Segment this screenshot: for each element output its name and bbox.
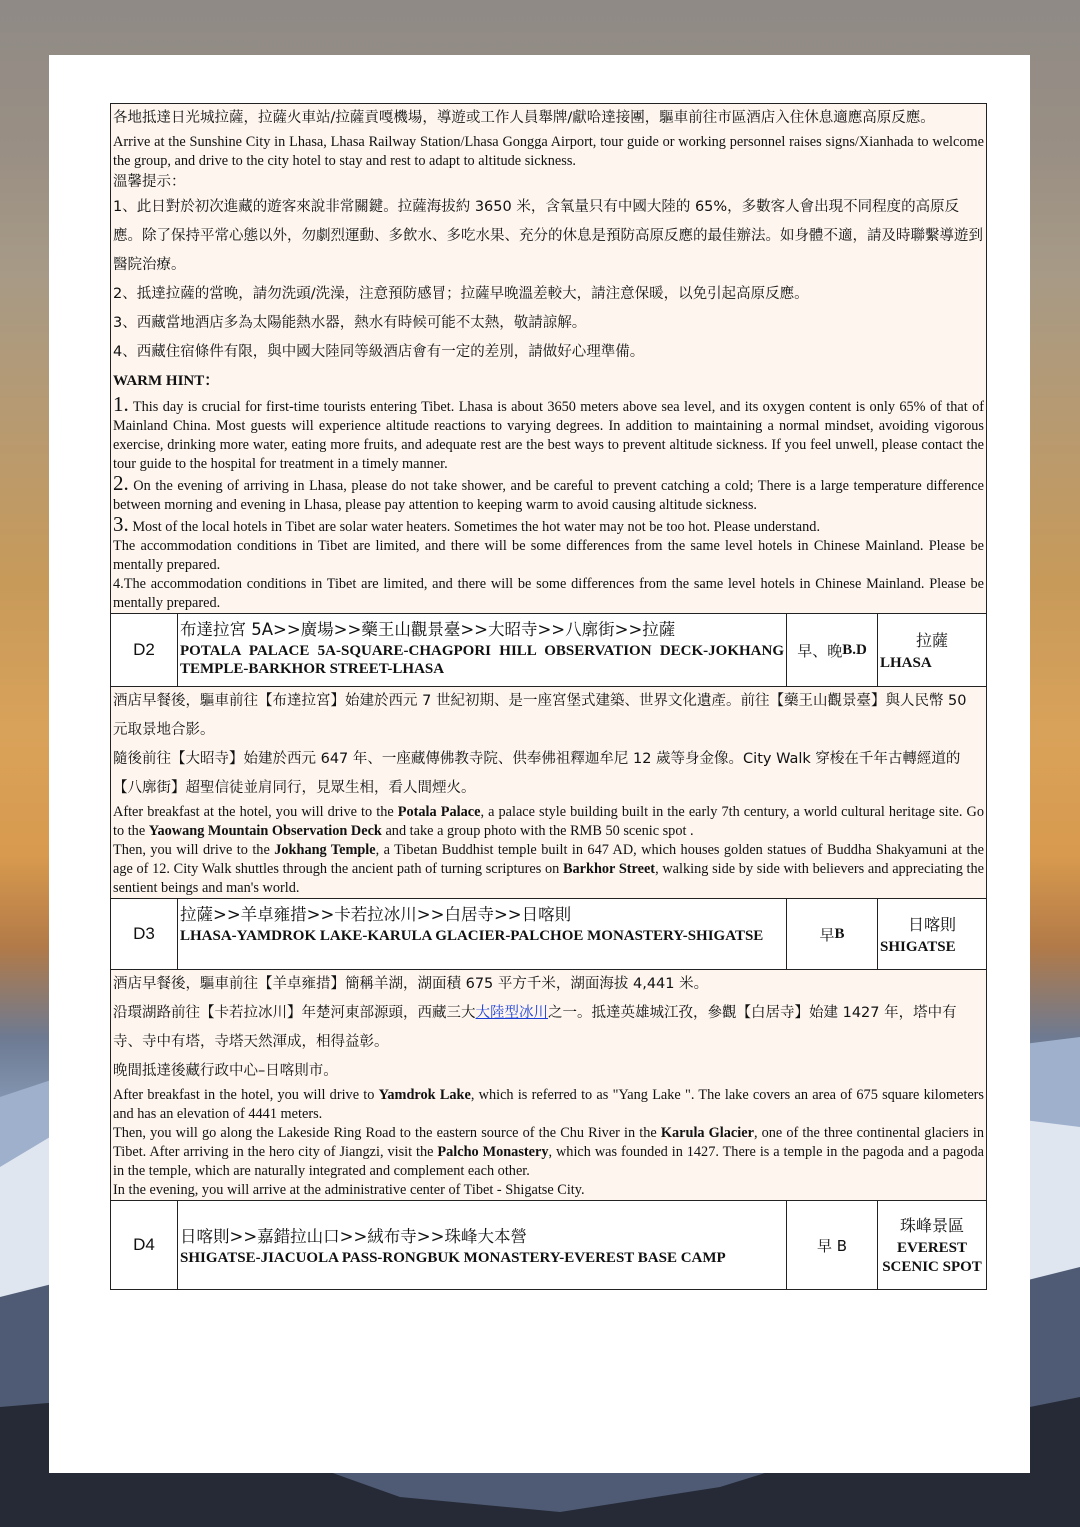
warm-hint-en-4: 4.The accommodation conditions in Tibet are limited, and there will be some differences from the same level hotels in Chinese Mainland. Please be mentally prepared. bbox=[113, 576, 984, 611]
day2-stay-cn: 拉薩 bbox=[915, 630, 948, 650]
day2-route bbox=[178, 614, 787, 686]
day4-meals: 早 B bbox=[787, 1201, 878, 1289]
day3-label: D3 bbox=[111, 899, 178, 969]
day4-label: D4 bbox=[111, 1201, 178, 1289]
day2-desc-en-2: Then, you will drive to the Jokhang Temple, a Tibetan Buddhist temple built in 647 AD, which houses golden statues of Buddha Shakyamuni at the age of 12. City Walk shuttles through the ancient path of turning scriptures on Barkhor Street, walking side by side with believers and appreciating the sentient beings and man's world. bbox=[113, 842, 985, 896]
day3-route-cn: 拉薩>>羊卓雍措>>卡若拉冰川>>白居寺>>日喀則 bbox=[180, 905, 572, 924]
day4-stay-en: EVEREST SCENIC SPOT bbox=[882, 1240, 982, 1275]
warm-hint-en-title: WARM HINT： bbox=[113, 373, 220, 389]
day3-description bbox=[111, 970, 986, 1200]
day3-desc-cn-2: 沿環湖路前往【卡若拉冰川】年楚河東部源頭，西藏三大大陸型冰川之一。抵達英雄城江孜，參觀【白居寺】始建 1427 年，塔中有寺、寺中有塔，寺塔天然渾成，相得益彰。 bbox=[113, 1005, 957, 1050]
day1-intro-en: Arrive at the Sunshine City in Lhasa, Lhasa Railway Station/Lhasa Gongga Airport, tour guide or working personnel raises signs/Xianhada to welcome the group, and drive to the city hotel to stay and rest to adapt to altitude sickness. bbox=[113, 134, 984, 169]
day4-stay-cn: 珠峰景區 bbox=[899, 1216, 964, 1235]
continental-glacier-link[interactable]: 大陸型冰川 bbox=[475, 1005, 548, 1021]
day2-row bbox=[111, 613, 986, 687]
day2-stay-en: LHASA bbox=[880, 654, 932, 671]
day2-desc-cn-2: 隨後前往【大昭寺】始建於西元 647 年、一座藏傳佛教寺院、供奉佛祖釋迦牟尼 12 歲等身金像。City Walk 穿梭在千年古轉經道的【八廓街】超聖信徒並肩同行，見眾生相，看人間煙火。 bbox=[113, 751, 961, 796]
day2-meals: 早、晚 B.D bbox=[787, 614, 878, 686]
warm-hint-cn-1: 1、此日對於初次進藏的遊客來說非常關鍵。拉薩海拔約 3650 米，含氧量只有中國大陸的 65%，多數客人會出現不同程度的高原反應。除了保持平常心態以外，勿劇烈運動、多飲水、多吃水果、充分的休息是預防高原反應的最佳辦法。如身體不適，請及時聯繫導遊到醫院治療。 bbox=[113, 199, 983, 273]
day3-route-en: LHASA-YAMDROK LAKE-KARULA GLACIER-PALCHOE MONASTERY-SHIGATSE bbox=[180, 928, 764, 944]
day3-stay-en: SHIGATSE bbox=[880, 938, 956, 955]
day1-intro-cn: 各地抵達日光城拉薩，拉薩火車站/拉薩貢嘎機場，導遊或工作人員舉牌/獻哈達接團，驅車前往市區酒店入住休息適應高原反應。 bbox=[113, 110, 935, 126]
itinerary-table bbox=[110, 103, 987, 1290]
warm-hint-en-3: 3. Most of the local hotels in Tibet are solar water heaters. Sometimes the hot water may not be too hot. Please understand. bbox=[113, 512, 821, 536]
day2-label: D2 bbox=[111, 614, 178, 686]
day2-route-en: POTALA PALACE 5A-SQUARE-CHAGPORI HILL OBSERVATION DECK-JOKHANG TEMPLE-BARKHOR STREET-LHASA bbox=[180, 643, 784, 677]
day3-stay-cn: 日喀則 bbox=[907, 914, 956, 934]
day3-desc-en-1: After breakfast in the hotel, you will drive to Yamdrok Lake, which is referred to as "Yang Lake ". The lake covers an area of 675 square kilometers and has an elevation of 4441 meters. bbox=[113, 1087, 984, 1122]
day2-route-cn: 布達拉宮 5A>>廣場>>藥王山觀景臺>>大昭寺>>八廓街>>拉薩 bbox=[180, 620, 676, 639]
warm-hint-cn-4: 4、西藏住宿條件有限，與中國大陸同等級酒店會有一定的差別，請做好心理準備。 bbox=[113, 344, 645, 360]
day2-desc-en-1: After breakfast at the hotel, you will drive to the Potala Palace, a palace style building built in the early 7th century, a world cultural heritage site. Go to the Yaowang Mountain Observation Deck and take a group photo with the RMB 50 scenic spot . bbox=[113, 804, 984, 839]
warm-hint-cn-3: 3、西藏當地酒店多為太陽能熱水器，熱水有時候可能不太熱，敬請諒解。 bbox=[113, 315, 587, 331]
warm-hint-en-1: 1. This day is crucial for first-time tourists entering Tibet. Lhasa is about 3650 meters above sea level, and its oxygen content is only 65% of that of Mainland China. Most guests will experience altitude reactions to varying degrees. In addition to maintaining a normal mindset, avoiding vigorous exercise, drinking more water, eating more fruits, and adequate rest are the best ways to prevent altitude sickness. If you feel unwell, please contact the tour guide to the hospital for treatment in a timely manner. bbox=[113, 392, 984, 472]
day4-stay bbox=[878, 1201, 986, 1289]
warm-hint-en-2: 2. On the evening of arriving in Lhasa, please do not take shower, and be careful to prevent catching a cold; There is a large temperature difference between morning and evening in Lhasa, please pay attention to keeping warm to avoid causing altitude sickness. bbox=[113, 471, 984, 513]
day2-stay bbox=[878, 614, 986, 686]
day3-desc-en-2: Then, you will go along the Lakeside Ring Road to the eastern source of the Chu River in the Karula Glacier, one of the three continental glaciers in Tibet. After arriving in the hero city of Jiangzi, visit the Palcho Monastery, which was founded in 1427. There is a temple in the pagoda and a pagoda in the temple, which are naturally integrated and complement each other. bbox=[113, 1125, 985, 1179]
day4-route-en: SHIGATSE-JIACUOLA PASS-RONGBUK MONASTERY-EVEREST BASE CAMP bbox=[180, 1250, 726, 1266]
day3-stay bbox=[878, 899, 986, 969]
day3-desc-cn-3: 晚間抵達後藏行政中心–日喀則市。 bbox=[113, 1063, 338, 1079]
warm-hint-cn-2: 2、抵達拉薩的當晚，請勿洗頭/洗澡，注意預防感冒；拉薩早晚溫差較大，請注意保暖，以免引起高原反應。 bbox=[113, 286, 809, 302]
day3-meals: 早 B bbox=[787, 899, 878, 969]
warm-hint-en-3b: The accommodation conditions in Tibet are limited, and there will be some differences from the same level hotels in Chinese Mainland. Please be mentally prepared. bbox=[113, 538, 984, 573]
day2-description bbox=[111, 687, 986, 898]
day1-description bbox=[111, 104, 986, 613]
day3-row bbox=[111, 898, 986, 970]
day3-route bbox=[178, 899, 787, 969]
warm-hint-cn-title: 溫馨提示： bbox=[113, 174, 186, 190]
day3-desc-en-3: In the evening, you will arrive at the administrative center of Tibet - Shigatse City. bbox=[113, 1182, 585, 1198]
day4-row bbox=[111, 1200, 986, 1290]
day2-desc-cn-1: 酒店早餐後，驅車前往【布達拉宮】始建於西元 7 世紀初期、是一座宮堡式建築、世界文化遺產。前往【藥王山觀景臺】與人民幣 50 元取景地合影。 bbox=[113, 693, 967, 738]
day3-desc-cn-1: 酒店早餐後，驅車前往【羊卓雍措】簡稱羊湖，湖面積 675 平方千米，湖面海拔 4,441 米。 bbox=[113, 976, 709, 992]
day4-route-cn: 日喀則>>嘉錯拉山口>>絨布寺>>珠峰大本營 bbox=[180, 1227, 527, 1246]
day4-route bbox=[178, 1201, 787, 1289]
